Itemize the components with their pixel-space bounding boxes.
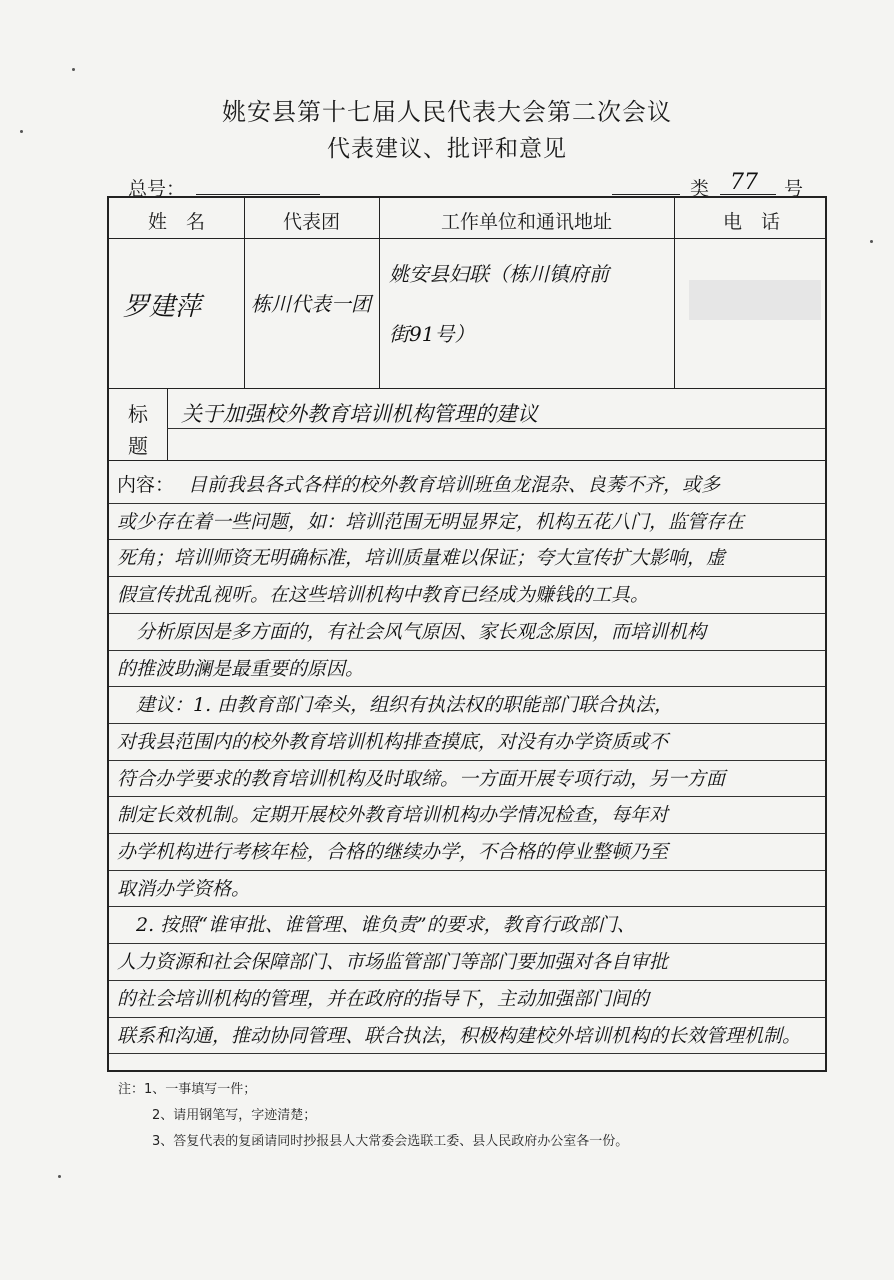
ruled-line bbox=[109, 796, 825, 797]
content-line bbox=[117, 470, 819, 500]
note-2: 2、请用钢笔写，字迹清楚； bbox=[152, 1108, 317, 1123]
title-label-top: 标 bbox=[128, 402, 148, 426]
ruled-line bbox=[109, 613, 825, 614]
note-1: 注：1、一事填写一件； bbox=[118, 1082, 257, 1097]
total-number-label: 总号： bbox=[128, 178, 186, 200]
document-title: 姚安县第十七届人民代表大会第二次会议 bbox=[222, 98, 672, 126]
header-work-address: 工作单位和通讯地址 bbox=[440, 211, 612, 233]
content-line-text: 或少存在着一些问题，如：培训范围无明显界定，机构五花八门，监管存在 bbox=[117, 510, 745, 533]
suggestion-title: 关于加强校外教育培训机构管理的建议 bbox=[181, 402, 538, 426]
content-line bbox=[117, 543, 819, 573]
document-subtitle: 代表建议、批评和意见 bbox=[327, 136, 567, 162]
content-line bbox=[117, 654, 819, 684]
content-line bbox=[117, 764, 819, 794]
content-line-text: 2. 按照“谁审批、谁管理、谁负责”的要求，教育行政部门、 bbox=[117, 914, 636, 937]
suggestion-form-table bbox=[107, 196, 827, 1072]
content-line-text: 的社会培训机构的管理，并在政府的指导下，主动加强部门间的 bbox=[117, 987, 650, 1010]
note-3: 3、答复代表的复函请同时抄报县人大常委会选联工委、县人民政府办公室各一份。 bbox=[152, 1134, 629, 1149]
ruled-line bbox=[109, 760, 825, 761]
ruled-line bbox=[109, 943, 825, 944]
ruled-line bbox=[109, 503, 825, 504]
content-line bbox=[117, 690, 819, 720]
phone-redacted bbox=[689, 280, 821, 320]
content-line-text: 分析原因是多方面的，有社会风气原因、家长观念原因，而培训机构 bbox=[117, 620, 707, 643]
content-line bbox=[117, 800, 819, 830]
content-line bbox=[117, 727, 819, 757]
content-line-text: 人力资源和社会保障部门、市场监管部门等部门要加强对各自审批 bbox=[117, 951, 669, 974]
ruled-line bbox=[109, 650, 825, 651]
number-suffix: 号 bbox=[784, 178, 804, 200]
content-line-text: 符合办学要求的教育培训机构及时取缔。一方面开展专项行动，另一方面 bbox=[117, 767, 726, 790]
header-name: 姓 名 bbox=[147, 211, 205, 233]
ruled-line bbox=[109, 576, 825, 577]
content-line bbox=[117, 874, 819, 904]
ruled-line bbox=[109, 906, 825, 907]
speck bbox=[58, 1175, 61, 1178]
ruled-line bbox=[109, 723, 825, 724]
title-ruled-line bbox=[167, 428, 825, 429]
total-number-blank bbox=[196, 194, 320, 195]
content-line-text: 目前我县各式各样的校外教育培训班鱼龙混杂、良莠不齐，或多 bbox=[188, 474, 721, 496]
ruled-line bbox=[109, 686, 825, 687]
speck bbox=[870, 240, 873, 243]
content-line bbox=[117, 580, 819, 610]
content-line-text: 死角；培训师资无明确标准，培训质量难以保证；夸大宣传扩大影响，虚 bbox=[117, 547, 726, 570]
content-line-text: 的推波助澜是最重要的原因。 bbox=[117, 657, 365, 680]
content-line-text: 办学机构进行考核年检，合格的继续办学，不合格的停业整顿乃至 bbox=[117, 841, 669, 863]
content-line bbox=[117, 837, 819, 867]
content-line-text: 取消办学资格。 bbox=[117, 877, 251, 900]
content-line-text: 对我县范围内的校外教育培训机构排查摸底，对没有办学资质或不 bbox=[117, 730, 669, 753]
category-prefix-blank bbox=[612, 194, 680, 195]
delegate-name: 罗建萍 bbox=[123, 292, 202, 322]
ruled-line bbox=[109, 1053, 825, 1054]
title-label-bottom: 题 bbox=[128, 434, 148, 458]
content-line bbox=[117, 507, 819, 537]
header-delegation: 代表团 bbox=[282, 211, 340, 233]
content-line bbox=[117, 910, 819, 940]
ruled-line bbox=[109, 870, 825, 871]
content-line-text: 假宣传扰乱视听。在这些培训机构中教育已经成为赚钱的工具。 bbox=[117, 584, 650, 607]
content-line bbox=[117, 947, 819, 977]
content-line-text: 建议：1. 由教育部门牵头，组织有执法权的职能部门联合执法， bbox=[117, 694, 674, 717]
header-divider bbox=[109, 238, 825, 239]
work-address-line2: 街91号） bbox=[389, 322, 475, 346]
header-phone: 电 话 bbox=[722, 211, 780, 233]
delegation-value: 栋川代表一团 bbox=[251, 292, 371, 316]
content-line-text: 制定长效机制。定期开展校外教育培训机构办学情况检查，每年对 bbox=[117, 804, 669, 827]
work-address-line1: 姚安县妇联（栋川镇府前 bbox=[389, 262, 609, 286]
category-label: 类 bbox=[690, 178, 710, 200]
speck bbox=[72, 68, 75, 71]
content-line-text: 联系和沟通，推动协同管理、联合执法，积极构建校外培训机构的长效管理机制。 bbox=[117, 1024, 802, 1047]
content-line bbox=[117, 1021, 819, 1051]
ruled-line bbox=[109, 980, 825, 981]
ruled-line bbox=[109, 1017, 825, 1018]
content-line bbox=[117, 984, 819, 1014]
ruled-line bbox=[109, 833, 825, 834]
row-divider bbox=[109, 388, 825, 389]
category-number: 77 bbox=[730, 170, 758, 195]
title-divider bbox=[109, 460, 825, 461]
content-line bbox=[117, 617, 819, 647]
ruled-line bbox=[109, 539, 825, 540]
content-label: 内容： bbox=[117, 474, 175, 496]
